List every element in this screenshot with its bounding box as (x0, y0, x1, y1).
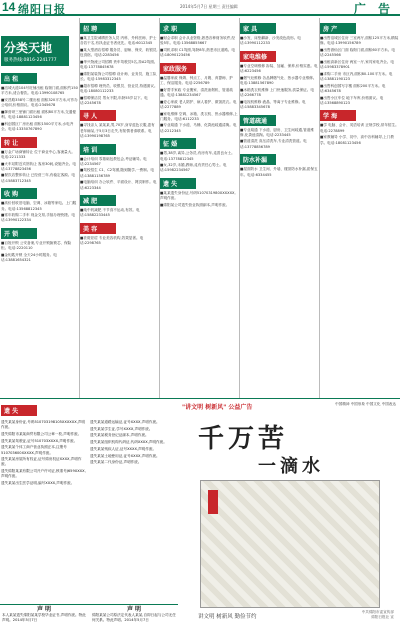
lost-item: 遗失某某个体工商户营业执照正本,注册号510703600XXXXX,声明作废。 (1, 445, 67, 455)
lost-item: 遗失某某土地使用证,证号XXXX,声明作废。 (90, 453, 160, 458)
lost-item: 遗失某某房屋所有权证,证号绵房权证XXXX,声明作废。 (1, 457, 82, 467)
section-title: 广 告 (353, 2, 394, 16)
notice-title: 声 明 (126, 606, 142, 613)
column-2 (80, 20, 158, 248)
lost-item: 遗失绵阳某某有限公司开户许可证,核准号J659XXXX,声明作废。 (1, 469, 86, 479)
classified-item: ■男,38岁,离异,公务员,有房有车,觅善良女士。电话:13778812345 (160, 151, 235, 161)
classified-item: ■某卫生院诚聘医务人员 内科、外科医师、护士各若干名,有执业证书者优先。电话:6012345 (80, 36, 157, 46)
lost-notices (0, 402, 178, 602)
category-header: 减 肥 (80, 195, 116, 206)
lost-right-column (90, 420, 176, 467)
classified-item: ■御营坝三里铺门面出租 面积80平方米,交通便利。电话:18881123456 (1, 109, 76, 120)
lost-category: 遗 失 (1, 405, 37, 416)
classified-item: ■纯中药减肥 不节食不运动,有效。电话:15882233445 (80, 208, 140, 218)
classified-item: ■驾校招生 C1、C2驾照,随到随学,一费制。电话:13881156789 (80, 168, 154, 178)
notice-left (2, 607, 86, 623)
category-header: 管道疏通 (240, 115, 276, 126)
classified-item: ■好帮手家政 专业搬家、清洗油烟机、管道疏通。电话:13881234567 (160, 87, 233, 97)
category-header: 防水补漏 (240, 154, 276, 165)
classified-item: ■求购二手房 市区内,面积80-100平方米。电话:13881190123 (320, 71, 393, 81)
category-header: 家 具 (240, 23, 276, 34)
newspaper-logo: 绵阳日报 (18, 3, 66, 16)
category-header: 美 容 (80, 223, 116, 234)
classified-item: ■专业疏通 下水道、马桶、化粪池疏通清掏。电话:2212345 (160, 123, 237, 133)
lost-left-column (1, 420, 87, 488)
promo-caption: 讲文明 树新风 勤俭节约 (198, 614, 257, 620)
lost-item: 遗失某某身份证,号码510703198105XXXXXX,声明作废。 (1, 420, 86, 430)
classified-item: ■财会求职 会计从业资格,熟悉各种财务软件,经验5年。电话:13568855667 (160, 36, 236, 46)
lost-item: 遗失某某二代身份证,声明作废。 (90, 460, 142, 465)
category-header: 出 租 (1, 73, 37, 84)
classified-item: ■温馨家政 保姆、钟点工、月嫂、育婴师、护工、保洁服务。电话:2256789 (160, 75, 233, 86)
classified-item: ■绵阳某装饰公司招聘 设计师、业务员、施工队长。电话:15983312345 (80, 71, 157, 81)
notice-right (92, 607, 176, 623)
banner-title: 分类天地 (4, 41, 53, 55)
column-5 (320, 20, 399, 147)
classified-item: ■绵阳某公司遗失营业执照副本,声明作废。 (160, 203, 230, 208)
classified-item: ■出售科创园写字楼 面积200平方米。电话:6345678 (320, 83, 386, 93)
classified-item: ■家电维修 空调、冰箱、洗衣机、热水器维修,上门服务。电话:6112233 (160, 111, 238, 121)
classified-item: ■安昌路358号二楼出租 面积320平方米,可作办公培训,价格面议。电话:2345678 (1, 97, 78, 108)
classified-item: ■某某遗失身份证,号码5107031980XXXXXX,声明作废。 (160, 191, 236, 201)
lost-item: 遗失某某驾驶证,证号510703XXXX,声明作废。 (1, 438, 78, 443)
banner-hotline: 服务热线:0816-2241777 (4, 58, 57, 63)
promo-subheadline: 一滴水 (258, 456, 324, 477)
seal-stamp (208, 490, 218, 514)
column-1 (1, 70, 78, 265)
notice-text: 本人某某遗失绵阳某某学校毕业证书,声明作废。特此声明。2014年5月7日 (2, 613, 86, 622)
classified-item: ■女,32岁,未婚,教师,觅有责任心男士。电话:15982234567 (160, 163, 227, 173)
page-header (0, 0, 400, 16)
category-header: 家政服务 (160, 63, 196, 74)
classified-item: ■学 电脑、会计、英语培训 正规学校,常年招生。电话:2278899 (320, 123, 399, 133)
category-header: 转 让 (1, 137, 37, 148)
classified-item: ■万金广场商铺转让 位于商业中心,客流量大。电话:2211333 (1, 149, 75, 159)
classified-item: ■某大型酒店招聘 服务员、厨师、保安、收银员,包食宿。电话:2283456 (80, 47, 158, 58)
classified-item: ■寻找亲人 某某某,男,70岁,身穿蓝色衣服,患有老年痴呆,于5月3日走失,有知情者请联系。电话:13990198765 (80, 123, 155, 138)
column-4 (240, 20, 318, 179)
category-header: 收 购 (1, 188, 37, 199)
notice-block (0, 604, 178, 634)
classified-item: ■出售游仙区门面 临街门面,面积60平方米。电话:2245566 (320, 47, 395, 58)
classified-item: ■金钥匙开锁 全天24小时服务。电话:13881654321 (1, 253, 57, 263)
classified-item: ■屋面防水 卫生间、外墙、楼顶防水补漏,质保五年。电话:6334455 (240, 167, 318, 177)
classified-item: ■家教辅导 小学、初中、高中各科辅导,上门教学。电话:18081123456 (320, 135, 394, 145)
classified-item: ■火车站附近宾馆转让 客房30间,设施齐全。电话:13778823456 (1, 161, 76, 171)
lost-item: 遗失某某组织机构代码证,代码XXXX,声明作废。 (90, 440, 167, 445)
category-header: 培 训 (80, 144, 116, 155)
section-divider (0, 398, 400, 399)
classified-item: ■电视机维修 液晶、等离子专业维修。电话:15883345678 (240, 99, 306, 109)
lost-item: 遗失某某残疾人证,证号XXXX,声明作废。 (90, 446, 157, 451)
promo-title: "讲文明 树新风" 公益广告 (182, 404, 253, 411)
lost-item: 遗失绵阳市某某商贸有限公司公章一枚,声明作废。 (1, 431, 82, 436)
column-3 (160, 20, 238, 210)
notice-title: 声 明 (36, 606, 52, 613)
lost-item: 遗失某某道路运输证,证号XXXX,声明作废。 (90, 420, 160, 424)
lost-item: 遗失某某税务登记证副本,声明作废。 (90, 433, 149, 438)
classified-item: ■专业空调维修 拆装、加氟、保养,价格实惠。电话:6223456 (240, 63, 318, 74)
lost-item: 遗失某某学生证,学号XXXX,声明作废。 (90, 426, 153, 431)
issue-meta: 2014年5月7日 星期三 责任编辑 (180, 4, 238, 9)
classified-item: ■沙发、床垫翻新、沙发改色改形。电话:13990112233 (240, 36, 301, 46)
notice-text: 绵阳某某公司原法定代表人某某,自即日起与公司无任何关系。特此声明。2014年5月7日 (92, 613, 176, 622)
classified-item: ■爱心家政 老人陪护、病人看护、做饭洗衣。电话:2277889 (160, 99, 237, 109)
classified-item: ■常年收购二手车 现金交易,手续办理快捷。电话:13990122334 (1, 213, 75, 223)
classified-item: ■冰箱洗衣机维修 上门快速服务,质量保证。电话:2266778 (240, 87, 314, 97)
classified-item: ■管道清洗 高压清洗车,专业清洗管道。电话:13778856789 (240, 139, 307, 149)
classified-item: ■百姓开锁 公安备案,专业开锁换锁芯、保险柜。电话:2220110 (1, 241, 72, 251)
classified-item: ■专业疏通 下水道、厨房、卫生间疏通,管道维修,化粪池清掏。电话:2233445 (240, 127, 314, 137)
category-header: 家电维修 (240, 51, 276, 62)
promo-headline: 千万苦 (198, 424, 289, 454)
promo-tags: 中国精神 中国形象 中国文化 中国表达 (335, 402, 396, 406)
category-header: 学 海 (320, 110, 356, 121)
category-header: 寻 人 (80, 110, 116, 121)
category-header: 求 职 (160, 23, 196, 34)
category-header: 开 锁 (1, 228, 37, 239)
classified-item: ■会计培训 零基础包教包会,考证辅导。电话:2234567 (80, 156, 147, 166)
classified-item: ■出租高新区住房 两室一厅,家具家电齐全。电话:15983378901 (320, 59, 394, 70)
classified-item: ■燃气灶维修 各品牌燃气灶、热水器专业维修。电话:13881567890 (240, 75, 317, 86)
classified-item: ■招聘保洁员 男女不限,年龄55岁以下。电话:2245678 (80, 95, 148, 105)
category-header: 招 聘 (80, 23, 116, 34)
classified-item: ■科创园区厂房出租 面积1500平方米,水电齐全。电话:13350767890 (1, 121, 74, 131)
promo-sponsors: 中共绵阳市委宣传部 绵阳日报社 宣 (361, 610, 394, 619)
classified-item: ■出售涪城区住房 三室两厅,面积125平方米,精装修。电话:13990156789 (320, 36, 399, 46)
classified-item: ■电脑培训 办公软件、平面设计、网页制作。电话:6223344 (80, 180, 157, 190)
category-header: 遗 失 (160, 178, 196, 189)
classified-item: ■餐饮店整体转让 已经营三年,有稳定客源。电话:15883712345 (1, 173, 75, 183)
classified-banner (1, 36, 69, 66)
classified-item: ■出售小区车位 地下车库,价格面议。电话:13568890123 (320, 95, 384, 105)
classified-item: ■高价回收旧电脑、空调、冰箱等家电。上门服务。电话:13568812345 (1, 201, 77, 211)
classified-item: ■华兴物流公司招聘 货车驾驶员5名,持A2驾照。电话:13778845678 (80, 59, 158, 70)
page-number: 14 (2, 0, 16, 14)
lost-item: 遗失某某出生医学证明,编号XXXX,声明作废。 (1, 481, 75, 486)
public-service-ad (178, 400, 398, 632)
promo-artwork (200, 480, 380, 608)
classified-item: ■涪城大道104号旺铺出租 临街门面,面积约150平方米,适合餐饮。电话:13990108765 (1, 86, 78, 96)
classified-item: ■司机求职 C1驾照,驾龄8年,熟悉市区道路。电话:18090123456 (160, 47, 235, 58)
category-header: 房 产 (320, 23, 356, 34)
classified-item: ■祛斑祛痘 专业美容机构,效果显著。电话:2298765 (80, 236, 144, 246)
classified-item: ■超市招聘 理货员、收银员、营业员,待遇面议。电话:18080112233 (80, 83, 158, 93)
category-header: 征 婚 (160, 138, 196, 149)
